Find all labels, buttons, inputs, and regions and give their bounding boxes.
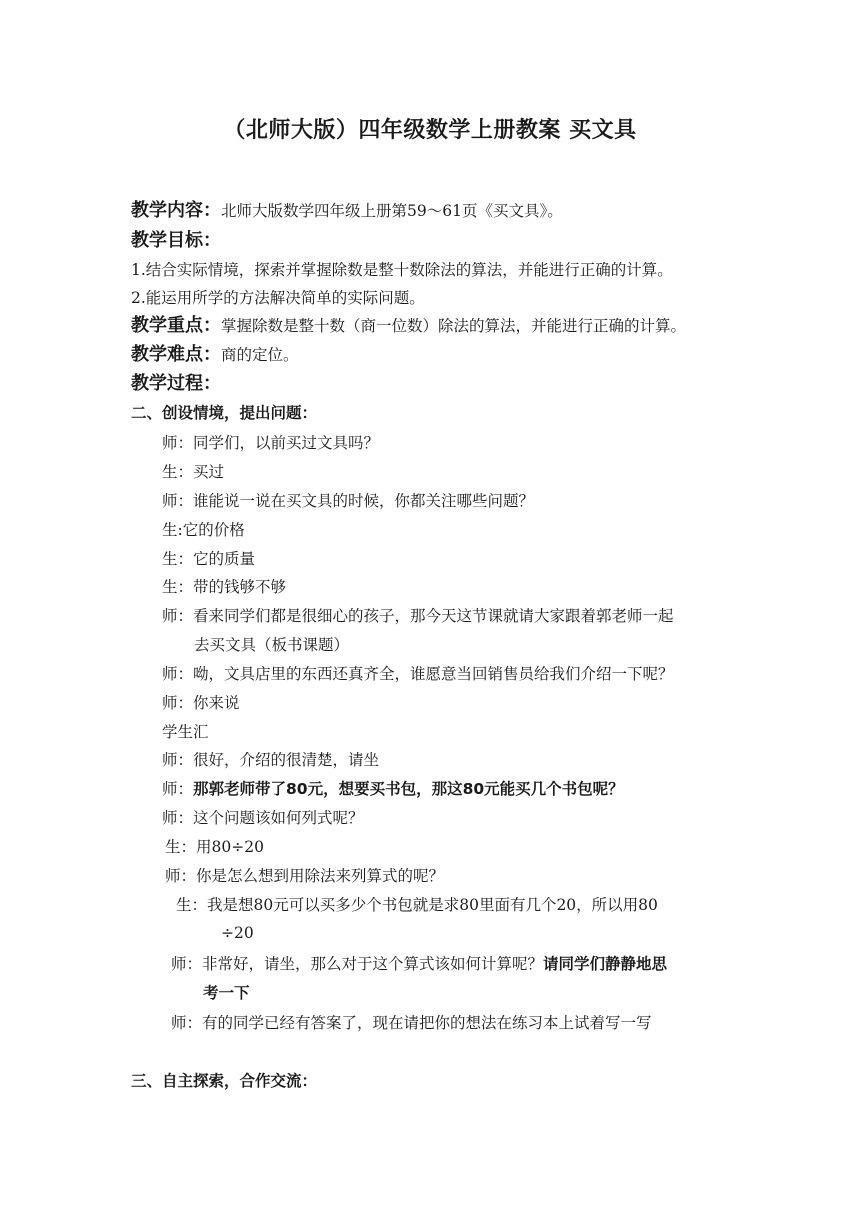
dialogue-line: 生：用80÷20 (165, 838, 264, 856)
dialogue-line: 生：我是想80元可以买多少个书包就是求80里面有几个20，所以用80 (176, 896, 658, 914)
dialogue-line: 师：呦，文具店里的东西还真齐全，谁愿意当回销售员给我们介绍一下呢？ (162, 665, 674, 683)
key-point-line (131, 315, 686, 337)
key-point-label: 教学重点： (131, 315, 221, 336)
mixed-bold-continuation: 考一下 (203, 984, 250, 1002)
dialogue-line: 师：你是怎么想到用除法来列算式的呢？ (165, 867, 445, 885)
section-two-heading: 二、创设情境，提出问题： (131, 404, 318, 422)
dialogue-line: 生:它的价格 (162, 521, 245, 539)
dialogue-line: 师：有的同学已经有答案了，现在请把你的想法在练习本上试着写一写 (171, 1014, 652, 1032)
section-three-heading: 三、自主探索，合作交流： (131, 1072, 318, 1090)
mixed-plain-text: 师：非常好，请坐，那么对于这个算式该如何计算呢？ (171, 955, 544, 973)
dialogue-line: 生：买过 (162, 463, 225, 481)
objective-item: 1.结合实际情境，探索并掌握除数是整十数除法的算法，并能进行正确的计算。 (131, 261, 673, 279)
dialogue-line: 生：它的质量 (162, 550, 256, 568)
dialogue-line: 生：带的钱够不够 (162, 578, 287, 596)
objective-item: 2.能运用所学的方法解决简单的实际问题。 (131, 289, 425, 307)
key-point-text: 掌握除数是整十数（商一位数）除法的算法，并能进行正确的计算。 (221, 317, 687, 335)
mixed-bold-text: 请同学们静静地思 (543, 955, 668, 973)
dialogue-line: 师：这个问题该如何列式呢？ (162, 809, 364, 827)
difficulty-line (131, 344, 299, 366)
bold-question-text: 那郭老师带了80元，想要买书包，那这80元能买几个书包呢？ (193, 780, 624, 798)
document-title: （北师大版）四年级数学上册教案 买文具 (223, 118, 637, 143)
difficulty-text: 商的定位。 (221, 346, 299, 364)
teaching-content-label: 教学内容： (131, 200, 221, 221)
dialogue-line-mixed (171, 953, 667, 975)
dialogue-line-continuation: 去买文具（板书课题） (194, 636, 350, 654)
dialogue-line: 师：同学们，以前买过文具吗？ (162, 434, 380, 452)
difficulty-label: 教学难点： (131, 344, 221, 365)
dialogue-line: 师：看来同学们都是很细心的孩子，那今天这节课就请大家跟着郭老师一起 (162, 607, 674, 625)
teaching-objectives-label: 教学目标： (131, 230, 221, 251)
teaching-content-line (131, 200, 563, 222)
dialogue-line: 师：很好，介绍的很清楚，请坐 (162, 751, 380, 769)
teaching-process-label: 教学过程： (131, 373, 221, 394)
dialogue-line-continuation: ÷20 (221, 924, 254, 942)
dialogue-line: 师：你来说 (162, 694, 240, 712)
dialogue-line: 师：谁能说一说在买文具的时候，你都关注哪些问题？ (162, 492, 535, 510)
speaker-prefix: 师： (162, 780, 194, 798)
dialogue-line-bold-question (162, 778, 624, 800)
dialogue-line: 学生汇 (162, 723, 209, 741)
teaching-content-text: 北师大版数学四年级上册第59～61页《买文具》。 (221, 202, 563, 220)
